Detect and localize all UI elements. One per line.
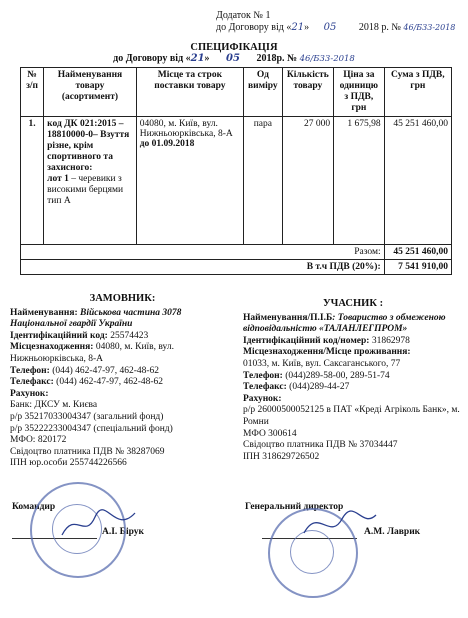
col-header-unit: Од виміру bbox=[244, 68, 283, 117]
customer-block bbox=[10, 293, 235, 470]
supplier-signature bbox=[300, 505, 380, 545]
annex-mid: » bbox=[304, 22, 310, 33]
row-deadline: до 01.09.2018 bbox=[139, 139, 195, 149]
customer-name-label: Найменування: bbox=[10, 307, 78, 318]
supplier-name-value: : Товариство з обмеженою відповідальністю «ТАЛАНЛЕГПРОМ» bbox=[243, 312, 446, 335]
supplier-sign-role: Генеральний директор bbox=[245, 502, 344, 512]
spec-table bbox=[20, 67, 452, 275]
vat-label: В т.ч ПДВ (20%): bbox=[21, 260, 385, 275]
supplier-fax-value: (044)289-44-27 bbox=[289, 382, 350, 393]
supplier-location bbox=[243, 347, 463, 370]
supplier-fax-label: Телефакс: bbox=[243, 382, 287, 393]
customer-location bbox=[10, 342, 235, 365]
customer-sign-name: А.І. Бірук bbox=[102, 527, 144, 537]
col-header-qty: Кількість товару bbox=[282, 68, 333, 117]
vat-row bbox=[21, 260, 452, 275]
customer-sign-role: Командир bbox=[12, 502, 56, 512]
supplier-fax bbox=[243, 382, 463, 394]
supplier-id-value: 31862978 bbox=[371, 335, 410, 346]
row-num: 1. bbox=[21, 117, 44, 245]
spec-subtitle bbox=[0, 53, 468, 64]
customer-fax-label: Телефакс: bbox=[10, 377, 54, 388]
customer-account-2: р/р 35222233004347 (спеціальний фонд) bbox=[10, 423, 173, 434]
customer-phone bbox=[10, 366, 235, 378]
row-qty: 27 000 bbox=[282, 117, 333, 245]
supplier-account-label: Рахунок: bbox=[243, 393, 282, 404]
row-place bbox=[136, 117, 243, 245]
customer-mfo: МФО: 820172 bbox=[10, 435, 67, 446]
supplier-block bbox=[243, 298, 463, 463]
spec-sub-prefix: до Договору від « bbox=[113, 53, 191, 64]
row-description bbox=[44, 117, 137, 245]
spec-month: 05 bbox=[226, 53, 240, 64]
annex-day: 21 bbox=[291, 22, 305, 33]
supplier-phone-label: Телефон: bbox=[243, 370, 283, 381]
total-row bbox=[21, 245, 452, 260]
row-place-address: 04080, м. Київ, вул. Нижньоюрківська, 8-А bbox=[139, 119, 233, 139]
col-header-place: Місце та строк поставки товару bbox=[136, 68, 243, 117]
customer-phone-value: (044) 462-47-97, 462-48-62 bbox=[52, 365, 160, 376]
supplier-id-label: Ідентифікаційний код/номер: bbox=[243, 335, 370, 346]
annex-label: Додаток № 1 bbox=[216, 10, 271, 21]
annex-month: 05 bbox=[323, 22, 337, 33]
customer-id-label: Ідентифікаційний код: bbox=[10, 330, 108, 341]
annex-prefix: до Договору від « bbox=[216, 22, 292, 33]
total-label: Разом: bbox=[21, 245, 385, 260]
customer-heading: ЗАМОВНИК: bbox=[89, 293, 156, 304]
col-header-price: Ціна за одиницю з ПДВ, грн bbox=[334, 68, 385, 117]
total-value: 45 251 460,00 bbox=[384, 245, 451, 260]
supplier-mfo: МФО 300614 bbox=[243, 428, 297, 439]
customer-vat-cert: Свідоцтво платника ПДВ № 38287069 bbox=[10, 446, 165, 457]
customer-bank: Банк: ДКСУ м. Києва bbox=[10, 400, 98, 411]
annex-header bbox=[216, 10, 455, 34]
supplier-loc-label: Місцезнаходження/Місце проживання: bbox=[243, 347, 411, 358]
supplier-account-1: р/р 26000500052125 в ПАТ «Креді Агріколь Банк», м. Ромни bbox=[243, 405, 460, 427]
customer-fax bbox=[10, 377, 235, 389]
customer-name bbox=[10, 308, 235, 331]
spec-day: 21 bbox=[190, 53, 205, 64]
spec-mid: » bbox=[204, 53, 210, 64]
table-header-row bbox=[21, 68, 452, 117]
table-row bbox=[21, 117, 452, 245]
supplier-heading: УЧАСНИК : bbox=[322, 298, 384, 309]
col-header-num: № з/п bbox=[21, 68, 44, 117]
customer-signature bbox=[60, 505, 140, 545]
customer-id-value: 25574423 bbox=[110, 330, 149, 341]
supplier-sign-name: А.М. Лаврик bbox=[364, 527, 421, 537]
annex-number: 46/Б33-2018 bbox=[403, 23, 456, 32]
spec-number: 46/Б33-2018 bbox=[299, 54, 355, 64]
supplier-id bbox=[243, 336, 463, 348]
customer-account-label: Рахунок: bbox=[10, 388, 49, 399]
customer-account-1: р/р 35217033004347 (загальний фонд) bbox=[10, 411, 164, 422]
vat-value: 7 541 910,00 bbox=[384, 260, 451, 275]
customer-id bbox=[10, 331, 235, 343]
row-unit: пара bbox=[244, 117, 283, 245]
col-header-name: Найменування товару (асортимент) bbox=[44, 68, 137, 117]
supplier-phone-value: (044)289-58-00, 289-51-74 bbox=[285, 370, 390, 381]
row-sum: 45 251 460,00 bbox=[384, 117, 451, 245]
supplier-vat-cert: Свідоцтво платника ПДВ № 37034447 bbox=[243, 440, 398, 451]
annex-year: 2018 р. № bbox=[358, 22, 401, 33]
spec-year: 2018р. № bbox=[256, 53, 298, 64]
supplier-loc-value: 01033, м. Київ, вул. Саксаганського, 77 bbox=[243, 358, 401, 369]
row-desc-lot-rest: – черевики з високими берцями тип А bbox=[47, 174, 124, 206]
customer-phone-label: Телефон: bbox=[10, 365, 50, 376]
row-desc-lot: лот 1 bbox=[47, 174, 69, 184]
customer-loc-label: Місцезнаходження: bbox=[10, 342, 94, 353]
annex-contract-ref bbox=[216, 22, 455, 34]
row-desc-code: код ДК 021:2015 – 18810000-0– Взуття різне, крім спортивного та захисного: bbox=[47, 119, 130, 173]
customer-fax-value: (044) 462-47-97, 462-48-62 bbox=[56, 377, 164, 388]
col-header-sum: Сума з ПДВ, грн bbox=[384, 68, 451, 117]
spec-title: СПЕЦИФІКАЦІЯ bbox=[190, 42, 278, 53]
customer-ipn: ІПН юр.особи 255744226566 bbox=[10, 458, 127, 469]
supplier-phone bbox=[243, 371, 463, 383]
row-price: 1 675,98 bbox=[334, 117, 385, 245]
supplier-name-label: Найменування/П.І.Б bbox=[243, 312, 333, 323]
supplier-name bbox=[243, 313, 463, 336]
customer-name-value: Військова частина 3078 Національної гвардії України bbox=[10, 307, 182, 330]
customer-loc-value: 04080, м. Київ, вул. Нижньоюрківська, 8-А bbox=[10, 342, 175, 364]
supplier-ipn: ІПН 318629726502 bbox=[243, 451, 320, 462]
